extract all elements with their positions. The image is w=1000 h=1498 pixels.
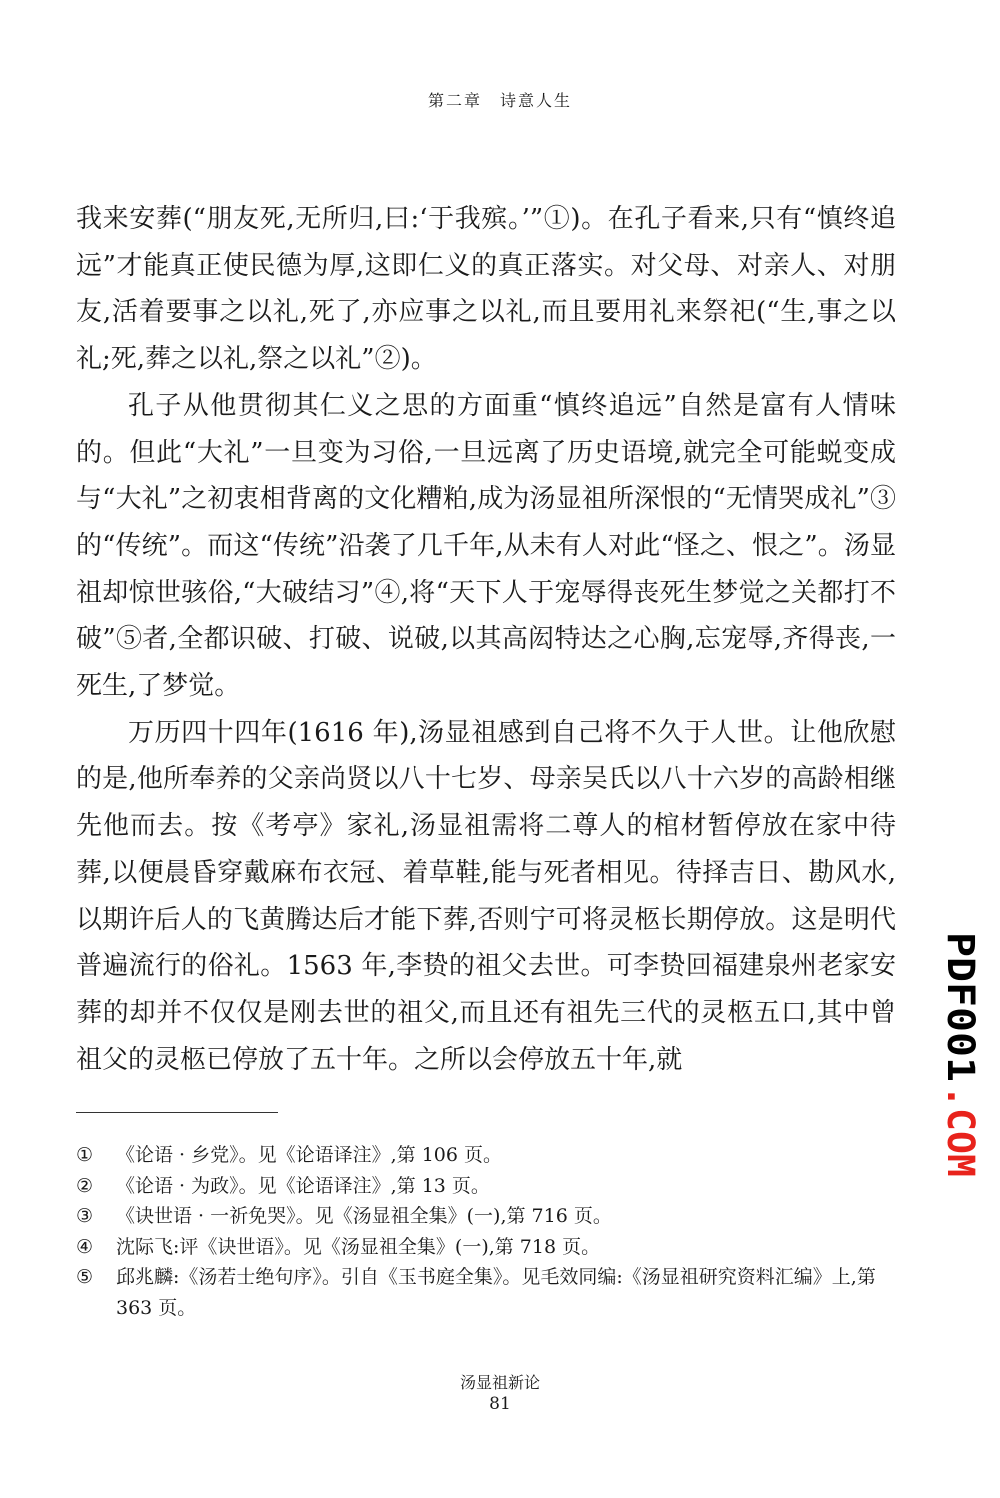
footnote-marker: ③ bbox=[76, 1205, 94, 1227]
footnote-marker: ⑤ bbox=[76, 1266, 94, 1288]
footnote-marker: ④ bbox=[76, 1235, 94, 1258]
body-text bbox=[76, 196, 896, 1083]
footnote-text: 邱兆麟:《汤若士绝句序》。引自《玉书庭全集》。见毛效同编:《汤显祖研究资料汇编》上,第 363 页。 bbox=[116, 1266, 876, 1319]
watermark-logo bbox=[936, 930, 986, 1180]
footnote-divider bbox=[76, 1112, 278, 1113]
footer-book-title: 汤显祖新论 bbox=[459, 1373, 540, 1392]
paragraph: 万历四十四年(1616 年),汤显祖感到自己将不久于人世。让他欣慰的是,他所奉养的父亲尚贤以八十七岁、母亲吴氏以八十六岁的高龄相继先他而去。按《考亭》家礼,汤显祖需将二尊人的棺材暂停放在家中待葬,以便晨昏穿戴麻布衣冠、着草鞋,能与死者相见。待择吉日、勘风水,以期许后人的飞黄腾达后才能下葬,否则宁可将灵柩长期停放。这是明代普遍流行的俗礼。1563 年,李贽的祖父去世。可李贽回福建泉州老家安葬的却并不仅仅是刚去世的祖父,而且还有祖先三代的灵柩五口,其中曾祖父的灵柩已停放了五十年。之所以会停放五十年,就 bbox=[76, 717, 896, 1075]
paragraph: 我来安葬(“朋友死,无所归,曰:‘于我殡。’”①)。在孔子看来,只有“慎终追远”才能真正使民德为厚,这即仁义的真正落实。对父母、对亲人、对朋友,活着要事之以礼,死了,亦应事之以礼,而且要用礼来祭祀(“生,事之以礼;死,葬之以礼,祭之以礼”②)。 bbox=[76, 204, 896, 375]
footnote-text: 沈际飞:评《诀世语》。见《汤显祖全集》(一),第 718 页。 bbox=[116, 1235, 601, 1258]
footnote bbox=[76, 1232, 898, 1263]
footnote bbox=[76, 1262, 898, 1323]
watermark-suffix: .COM bbox=[939, 1085, 982, 1175]
footnote-marker: ① bbox=[76, 1144, 94, 1166]
footnote bbox=[76, 1140, 898, 1171]
footnotes bbox=[76, 1140, 898, 1323]
footnote-text: 《论语 · 乡党》。见《论语译注》,第 106 页。 bbox=[116, 1144, 503, 1166]
footnote-text: 《论语 · 为政》。见《论语译注》,第 13 页。 bbox=[116, 1174, 490, 1197]
paragraph: 孔子从他贯彻其仁义之思的方面重“慎终追远”自然是富有人情味的。但此“大礼”一旦变为习俗,一旦远离了历史语境,就完全可能蜕变成与“大礼”之初衷相背离的文化糟粕,成为汤显祖所深恨的“无情哭成礼”③的“传统”。而这“传统”沿袭了几千年,从未有人对此“怪之、恨之”。汤显祖却惊世骇俗,“大破结习”④,将“天下人于宠辱得丧死生梦觉之关都打不破”⑤者,全都识破、打破、说破,以其高闳特达之心胸,忘宠辱,齐得丧,一死生,了梦觉。 bbox=[76, 390, 896, 702]
running-head: 第二章 诗意人生 bbox=[427, 91, 572, 110]
page-number: 81 bbox=[489, 1394, 511, 1414]
footnote-text: 《诀世语 · 一祈免哭》。见《汤显祖全集》(一),第 716 页。 bbox=[116, 1205, 612, 1227]
footnote bbox=[76, 1201, 898, 1232]
footnote bbox=[76, 1171, 898, 1202]
watermark-prefix: PDF001 bbox=[939, 932, 982, 1066]
footnote-marker: ② bbox=[76, 1174, 94, 1197]
